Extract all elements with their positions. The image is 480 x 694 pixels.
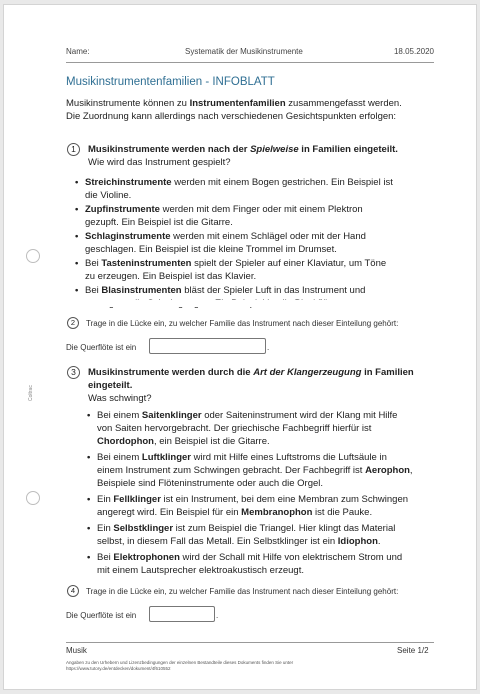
- footer-url: https://www.tutory.de/entdecken/dokument/4f610552: [66, 666, 171, 671]
- list-item-cont: selbst, in diesem Fall das Metall. Ein Selbstklinger ist ein Idiophon.: [97, 536, 381, 547]
- list-item-cont: mit einem Lautsprecher elektroakustisch erzeugt.: [97, 565, 304, 576]
- header-date: 18.05.2020: [393, 47, 434, 56]
- task4-prompt: Die Querflöte ist ein: [66, 611, 137, 620]
- list-item-cont: zu erzeugen. Ein Beispiel ist das Klavier.: [85, 271, 257, 282]
- list-item: • Ein Selbstklinger ist zum Beispiel die Triangel. Hier klingt das Material: [97, 522, 395, 535]
- punch-hole: [26, 249, 40, 263]
- list-item-cont: geschlagen. Ein Beispiel ist die kleine Trommel im Drumset.: [85, 244, 337, 255]
- list-item: • Bei Tasteninstrumenten spielt der Spieler auf einer Klaviatur, um Töne: [85, 257, 386, 270]
- list-item-cont: Chordophon, ein Beispiel ist die Gitarre.: [97, 436, 270, 447]
- page-title: Musikinstrumentenfamilien - INFOBLATT: [66, 76, 275, 88]
- list-item: • Bei einem Saitenklinger oder Saiteninstrument wird der Klang mit Hilfe: [97, 409, 397, 422]
- header-rule: [66, 62, 434, 63]
- task-number-2: 2: [67, 317, 79, 329]
- section3-heading-2: eingeteilt.: [88, 380, 133, 391]
- task2-end: .: [267, 343, 270, 352]
- list-item: • Schlaginstrumente werden mit einem Schlägel oder mit der Hand: [85, 230, 366, 243]
- footer-rule: [66, 642, 434, 643]
- footer-subject: Musik: [66, 646, 87, 655]
- footer-page: Seite 1/2: [397, 646, 429, 655]
- section3-question: Was schwingt?: [88, 393, 152, 404]
- answer-field-2[interactable]: [149, 338, 266, 354]
- task2-text: Trage in die Lücke ein, zu welcher Familie das Instrument nach dieser Einteilung gehört:: [86, 319, 399, 328]
- list-item-cont: einem Instrument zum Schwingen gebracht. Der Fachbegriff ist Aerophon,: [97, 465, 413, 476]
- header-subject: Systematik der Musikinstrumente: [185, 47, 303, 56]
- list-item: • Bei einem Luftklinger wird mit Hilfe eines Luftstroms die Luftsäule in: [97, 451, 387, 464]
- list-item: • Ein Fellklinger ist ein Instrument, bei dem eine Membran zum Schwingen: [97, 493, 408, 506]
- text-clip: [75, 300, 440, 307]
- answer-field-4[interactable]: [149, 606, 215, 622]
- intro-line-1: Musikinstrumente können zu Instrumentenfamilien zusammengefasst werden.: [66, 98, 402, 109]
- list-item-cont: Beispiele sind Flöteninstrumente oder auch die Orgel.: [97, 478, 324, 489]
- list-item: • Bei Elektrophonen wird der Schall mit Hilfe von elektrischem Strom und: [97, 551, 402, 564]
- task4-end: .: [216, 611, 219, 620]
- list-item-cont: gezupft. Ein Beispiel ist die Gitarre.: [85, 217, 233, 228]
- section1-question: Wie wird das Instrument gespielt?: [88, 157, 231, 168]
- section1-heading: Musikinstrumente werden nach der Spielweise in Familien eingeteilt.: [88, 144, 398, 155]
- task-number-4: 4: [67, 585, 79, 597]
- punch-hole: [26, 491, 40, 505]
- name-label: Name:: [66, 47, 90, 56]
- task2-prompt: Die Querflöte ist ein: [66, 343, 137, 352]
- task4-text: Trage in die Lücke ein, zu welcher Familie das Instrument nach dieser Einteilung gehört:: [86, 587, 399, 596]
- section3-heading: Musikinstrumente werden durch die Art der Klangerzeugung in Familien: [88, 367, 414, 378]
- footer-legal: Angaben zu den Urhebern und Lizenzbedingungen der einzelnen Bestandteile dieses Dokuments finden Sie unter: [66, 660, 294, 665]
- list-item-cont: angeregt wird. Ein Beispiel für ein Membranophon ist die Pauke.: [97, 507, 373, 518]
- side-mark: Coltrac: [28, 385, 34, 401]
- section-number-1: 1: [67, 143, 80, 156]
- intro-line-2: Die Zuordnung kann allerdings nach verschiedenen Gesichtspunkten erfolgen:: [66, 111, 397, 122]
- list-item-cont: die Violine.: [85, 190, 132, 201]
- list-item-cont: von Saiten hervorgebracht. Der griechische Fachbegriff hierfür ist: [97, 423, 372, 434]
- list-item: • Zupfinstrumente werden mit dem Finger oder mit einem Plektron: [85, 203, 363, 216]
- list-item: • Bei Blasinstrumenten bläst der Spieler Luft in das Instrument und: [85, 284, 365, 297]
- section-number-3: 3: [67, 366, 80, 379]
- list-item: • Streichinstrumente werden mit einem Bogen gestrichen. Ein Beispiel ist: [85, 176, 393, 189]
